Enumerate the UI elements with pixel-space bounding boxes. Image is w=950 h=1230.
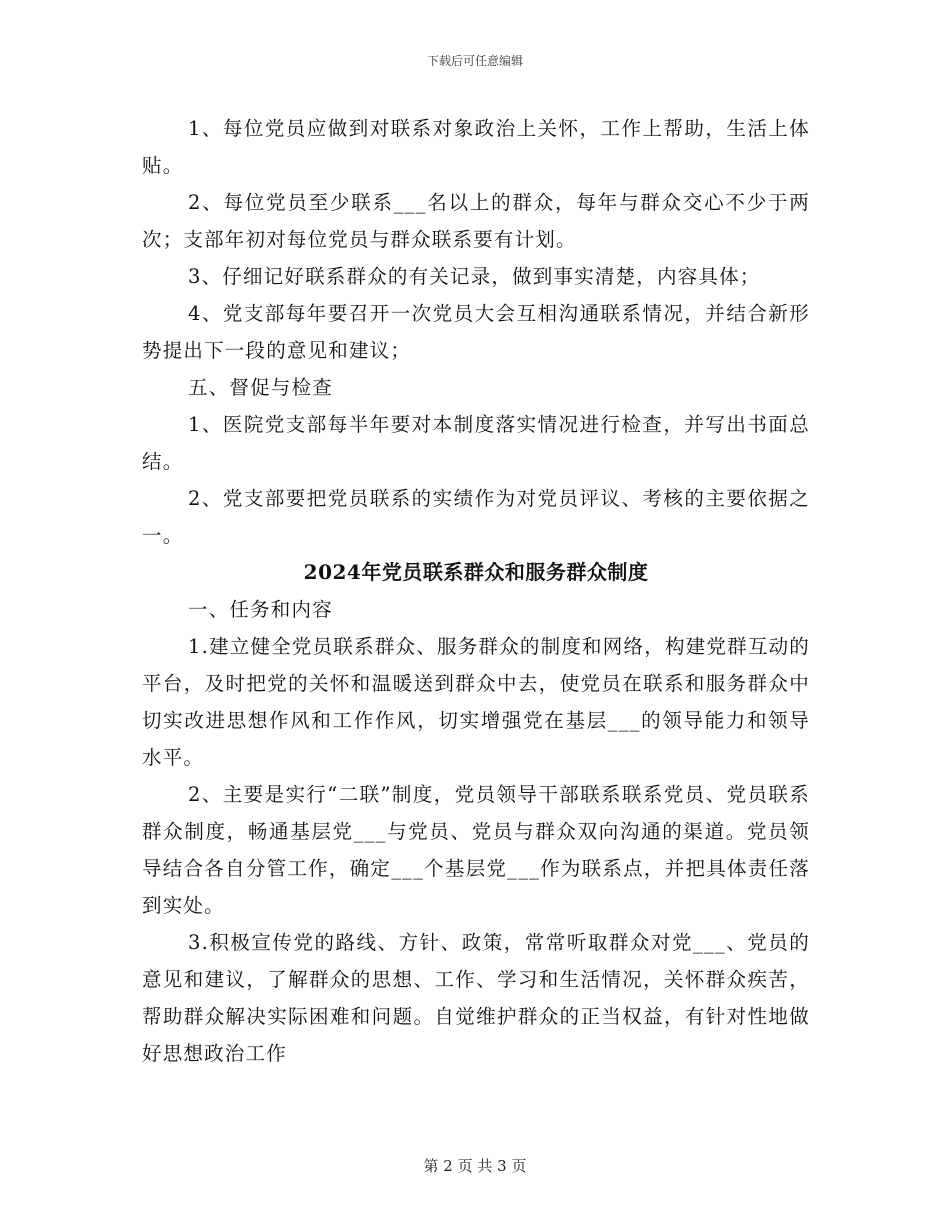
section-heading: 五、督促与检查: [188, 376, 333, 399]
paragraph: 2、主要是实行“二联”制度，党员领导干部联系联系党员、党员联系群众制度，畅通基层党___与党员、党员与群众双向沟通的渠道。党员领导结合各自分管工作，确定___个基层党___作为联系点，并把具体责任落到实处。: [142, 783, 810, 917]
page-footer: 第 2 页 共 3 页: [423, 1157, 527, 1175]
section-heading: 一、任务和内容: [188, 598, 333, 621]
paragraph: 1、医院党支部每半年要对本制度落实情况进行检查，并写出书面总结。: [142, 413, 810, 473]
document-title: 2024年党员联系群众和服务群众制度: [303, 560, 649, 584]
paragraph: 3.积极宣传党的路线、方针、政策，常常听取群众对党___、党员的意见和建议，了解群众的思想、工作、学习和生活情况，关怀群众疾苦，帮助群众解决实际困难和问题。自觉维护群众的正当权益，有针对性地做好思想政治工作: [142, 931, 810, 1065]
paragraph: 2、党支部要把党员联系的实绩作为对党员评议、考核的主要依据之一。: [142, 487, 810, 547]
document-body: [142, 110, 810, 1072]
paragraph: 2、每位党员至少联系___名以上的群众，每年与群众交心不少于两次；支部年初对每位党员与群众联系要有计划。: [142, 191, 810, 251]
paragraph: 1.建立健全党员联系群众、服务群众的制度和网络，构建党群互动的平台，及时把党的关怀和温暖送到群众中去，使党员在联系和服务群众中切实改进思想作风和工作作风，切实增强党在基层___的领导能力和领导水平。: [142, 635, 810, 769]
paragraph: 4、党支部每年要召开一次党员大会互相沟通联系情况，并结合新形势提出下一段的意见和建议；: [142, 302, 810, 362]
paragraph: 3、仔细记好联系群众的有关记录，做到事实清楚，内容具体；: [188, 265, 761, 288]
page-header: 下载后可任意编辑: [426, 54, 523, 68]
paragraph: 1、每位党员应做到对联系对象政治上关怀，工作上帮助，生活上体贴。: [142, 117, 810, 177]
